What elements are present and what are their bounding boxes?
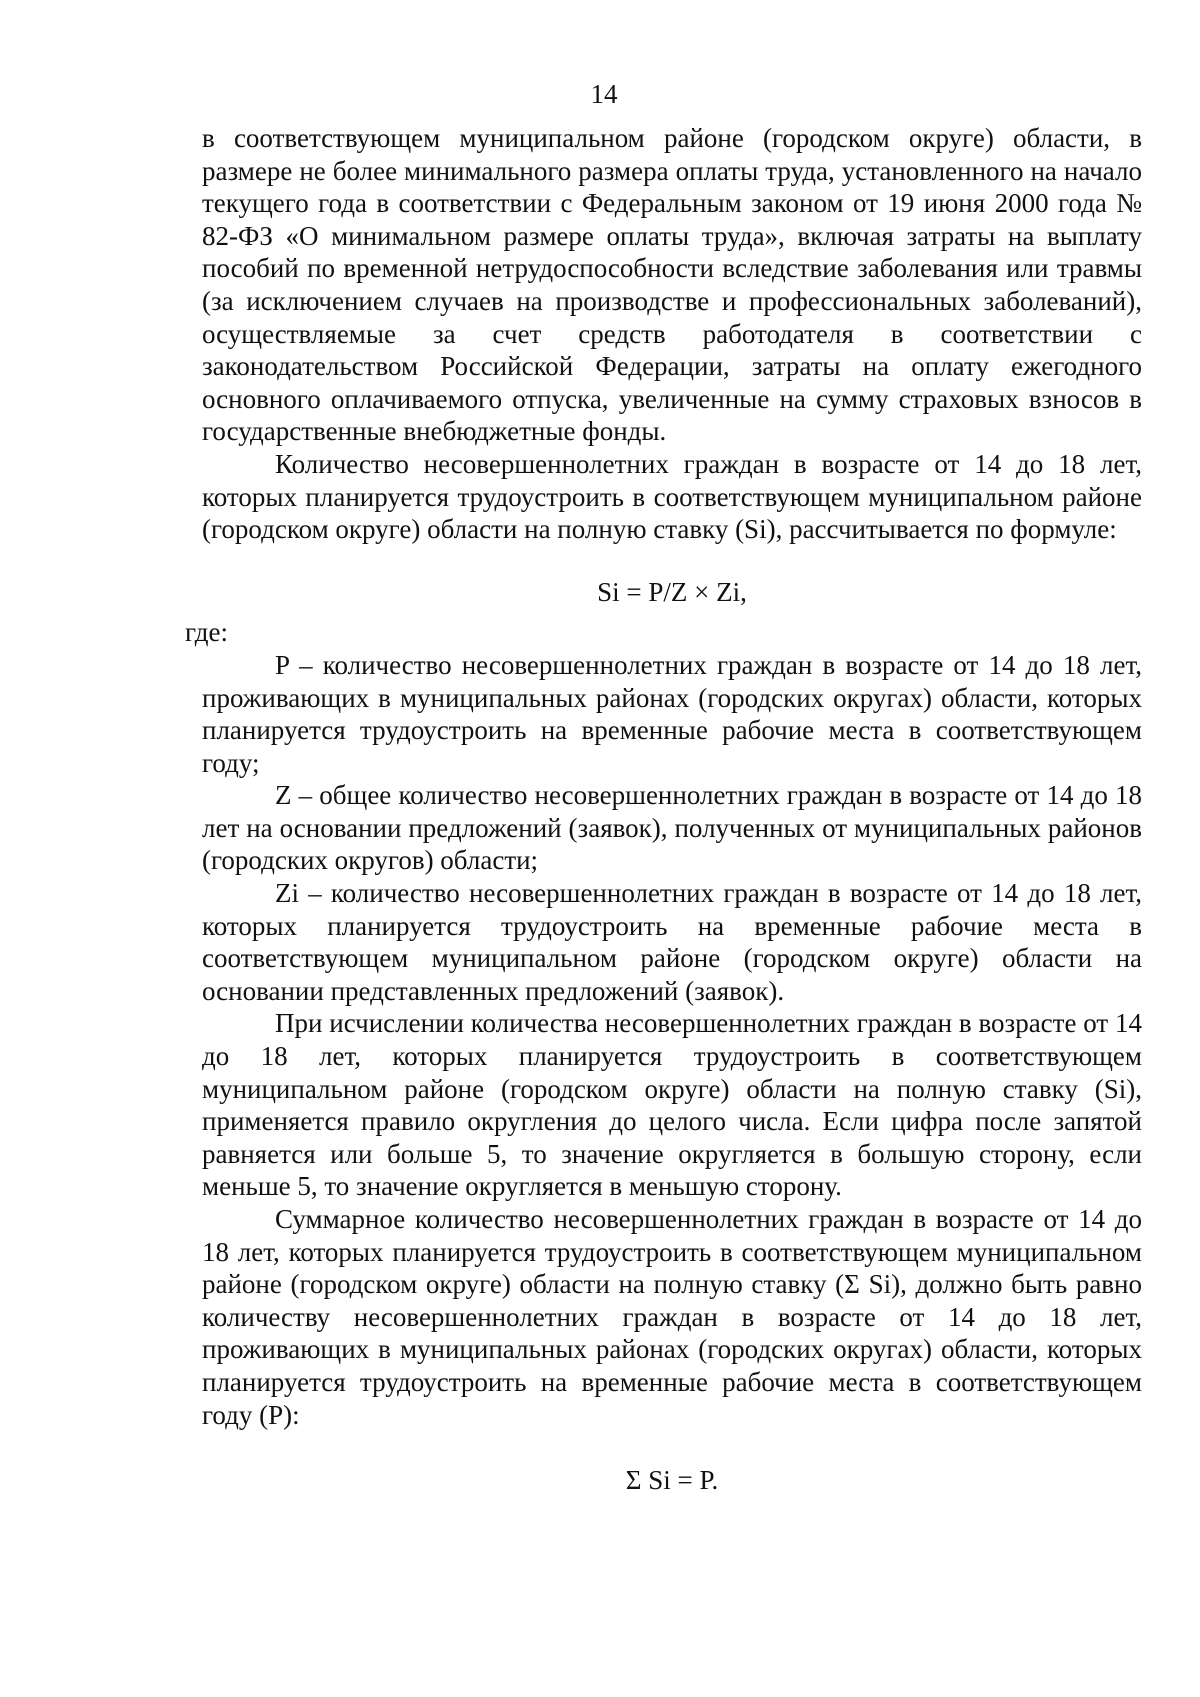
paragraph-si-definition: Количество несовершеннолетних граждан в возрасте от 14 до 18 лет, которых планируется трудоустроить в соответствующем муниципальном районе (городском округе) области на полную ставку (Si), рассчитывается по формуле: bbox=[202, 448, 1142, 545]
where-label: где: bbox=[185, 617, 228, 648]
page-number: 14 bbox=[590, 79, 618, 109]
paragraph-zi-definition: Zi – количество несовершеннолетних граждан в возрасте от 14 до 18 лет, которых планируется трудоустроить на временные рабочие места в соответствующем муниципальном районе (городском округе) области на основании представленных предложений (заявок). bbox=[202, 878, 1142, 1006]
paragraph-z-definition: Z – общее количество несовершеннолетних граждан в возрасте от 14 до 18 лет на основании предложений (заявок), полученных от муниципальных районов (городских округов) области; bbox=[202, 780, 1142, 876]
paragraph-salary-costs: в соответствующем муниципальном районе (городском округе) области, в размере не более минимального размера оплаты труда, установленного на начало текущего года в соответствии с Федеральным законом от 19 июня 2000 года № 82-ФЗ «О минимальном размере оплаты труда», включая затраты на выплату пособий по временной нетрудоспособности вследствие заболевания или травмы (за исключением случаев на производстве и профессиональных заболеваний), осуществляемые за счет средств работодателя в соответствии с законодательством Российской Федерации, затраты на оплату ежегодного основного оплачиваемого отпуска, увеличенные на сумму страховых взносов в государственные внебюджетные фонды. bbox=[202, 123, 1142, 447]
formula-si: Si = P/Z × Zi, bbox=[597, 576, 747, 607]
paragraph-rounding-rule: При исчислении количества несовершеннолетних граждан в возрасте от 14 до 18 лет, которых планируется трудоустроить в соответствующем муниципальном районе (городском округе) области на полную ставку (Si), применяется правило округления до целого числа. Если цифра после запятой равняется или больше 5, то значение округляется в большую сторону, если меньше 5, то значение округляется в меньшую сторону. bbox=[202, 1008, 1142, 1202]
document-body bbox=[185, 122, 1142, 1497]
formula-sum-si: Σ Si = P. bbox=[625, 1465, 719, 1496]
paragraph-sum-rule: Суммарное количество несовершеннолетних граждан в возрасте от 14 до 18 лет, которых планируется трудоустроить в соответствующем муниципальном районе (городском округе) области на полную ставку (Σ Si), должно быть равно количеству несовершеннолетних граждан в возрасте от 14 до 18 лет, проживающих в муниципальных районах (городских округах) области, которых планируется трудоустроить на временные рабочие места в соответствующем году (P): bbox=[202, 1204, 1142, 1430]
paragraph-p-definition: P – количество несовершеннолетних граждан в возрасте от 14 до 18 лет, проживающих в муниципальных районах (городских округах) области, которых планируется трудоустроить на временные рабочие места в соответствующем году; bbox=[202, 649, 1142, 778]
